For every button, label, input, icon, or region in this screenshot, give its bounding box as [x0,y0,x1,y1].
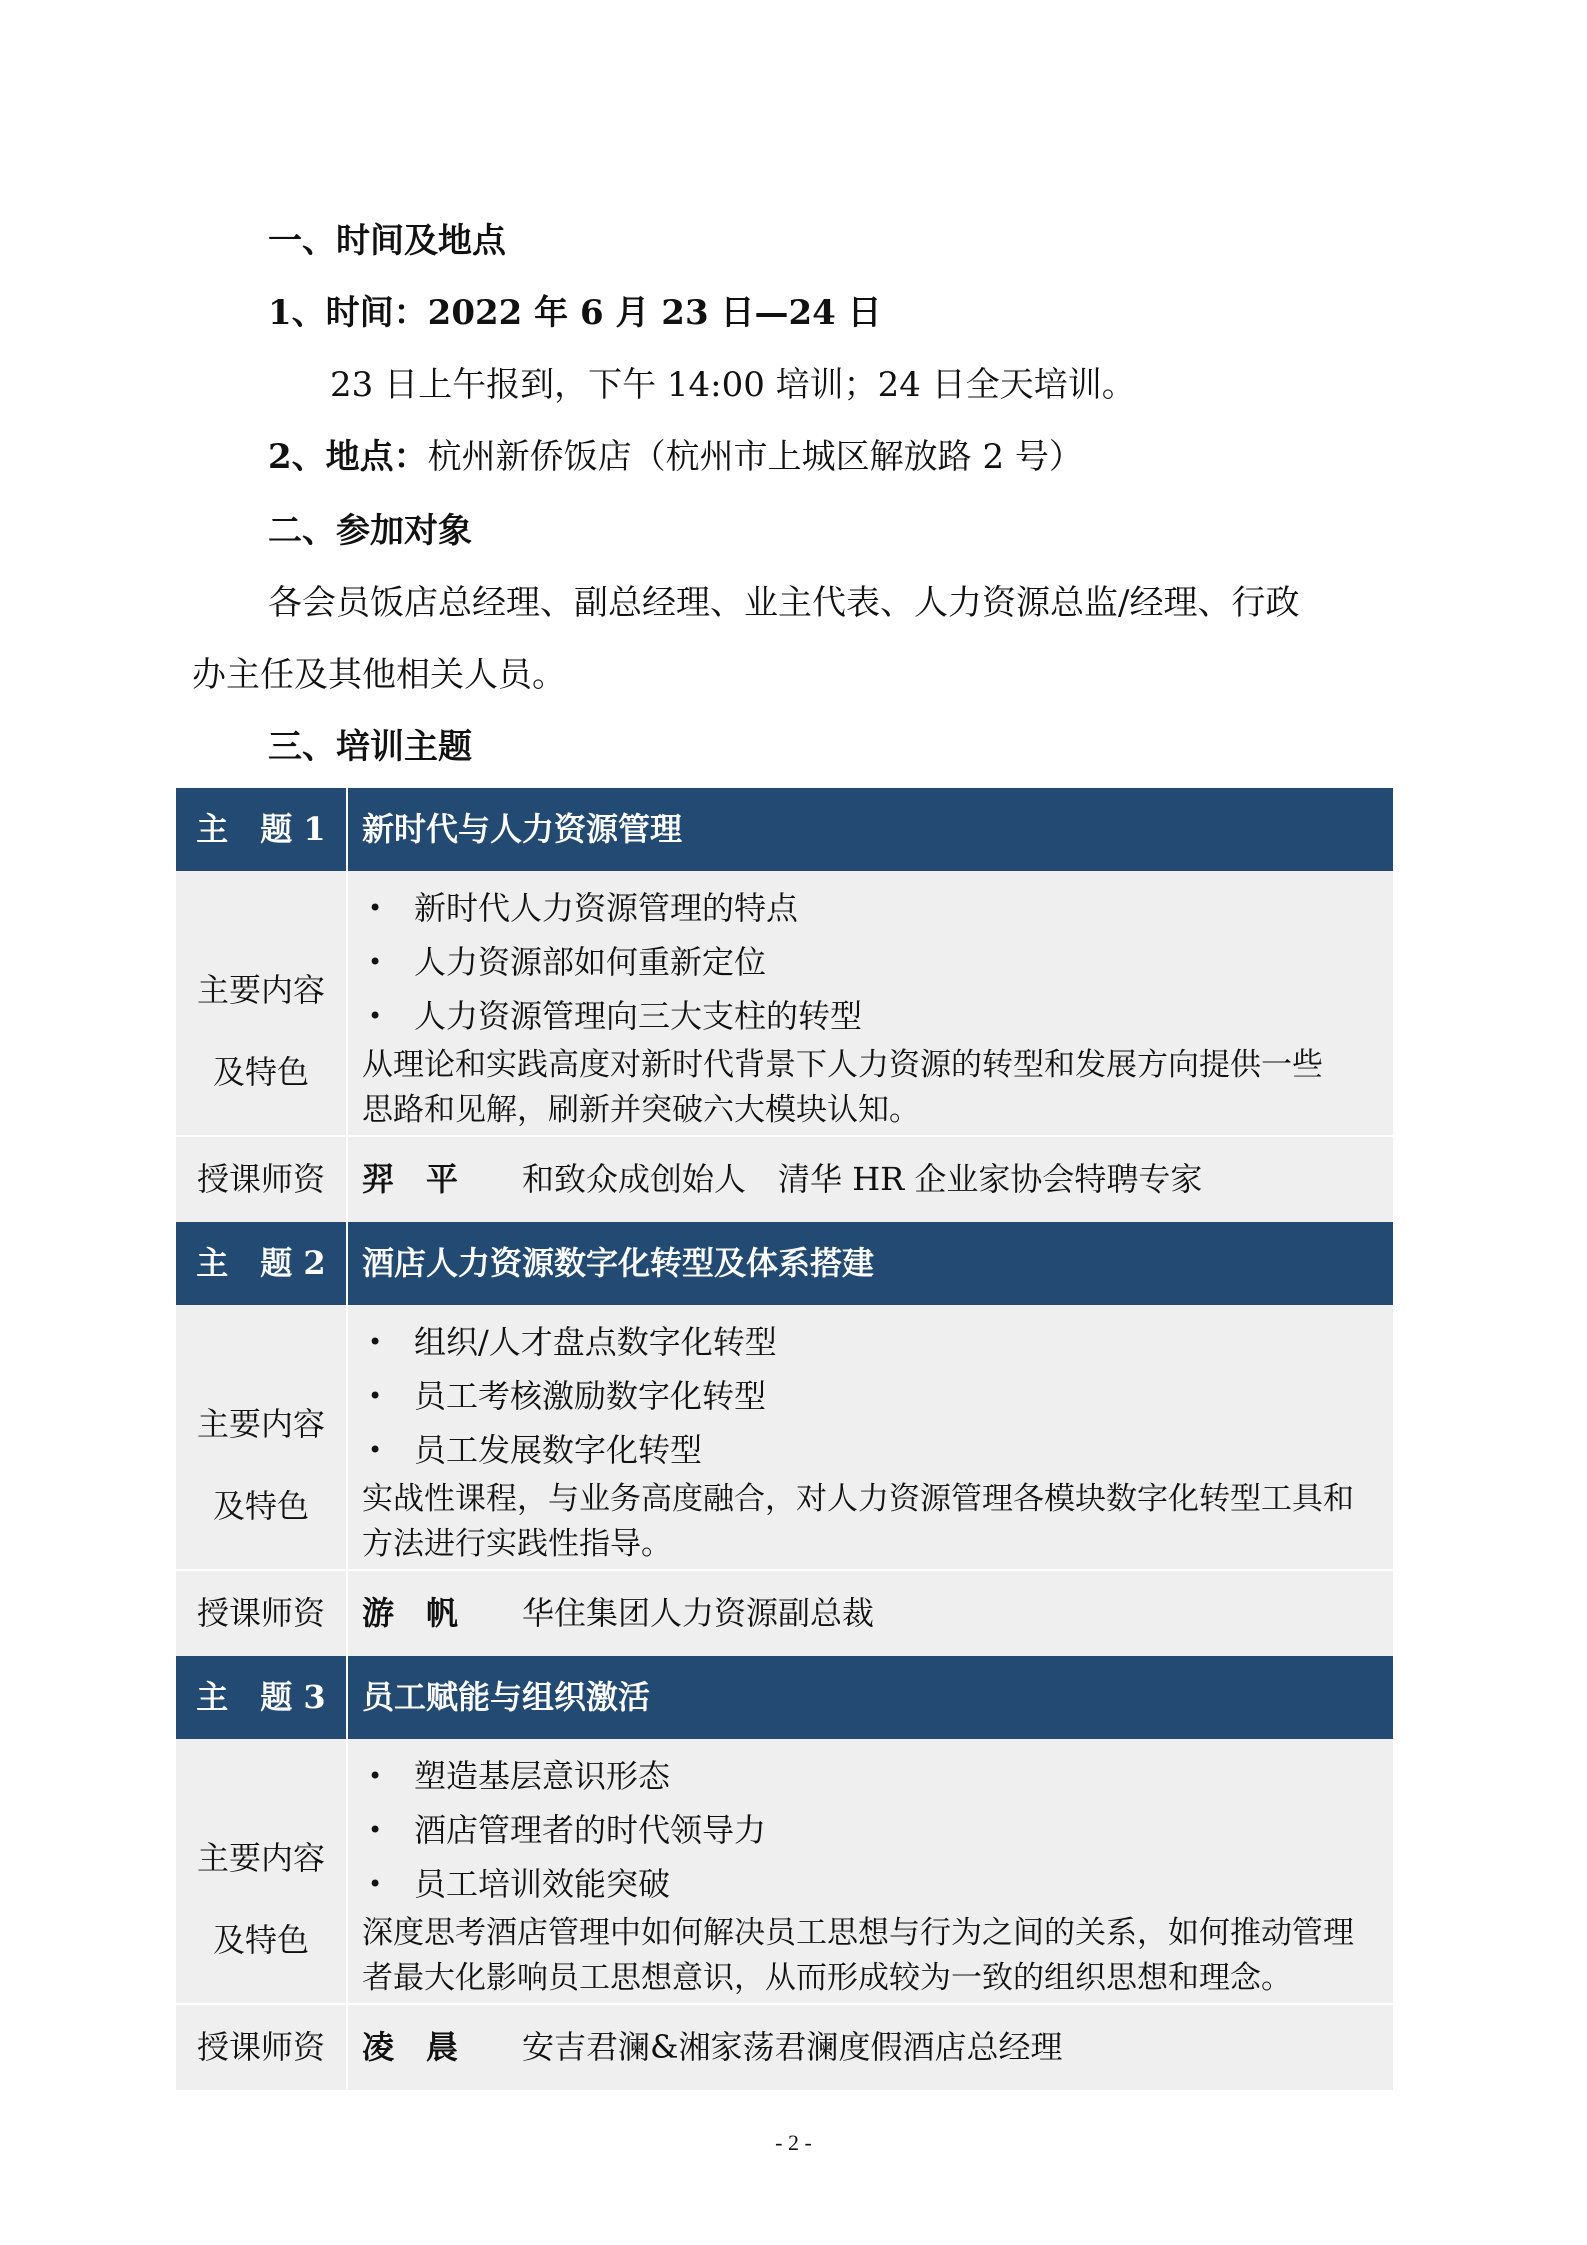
list-item: • 员工考核激励数字化转型 [362,1369,777,1423]
teacher-description: 华住集团人力资源副总裁 [522,1594,875,1632]
time-detail: 23 日上午报到，下午 14:00 培训；24 日全天培训。 [330,365,1136,405]
bullet-icon: • [368,1002,383,1030]
participants-line1: 各会员饭店总经理、副总经理、业主代表、人力资源总监/经理、行政 [268,583,1300,623]
column-divider [346,2005,348,2090]
bullet-icon: • [368,1382,383,1410]
column-divider [346,1222,348,1305]
topic-title: 员工赋能与组织激活 [362,1678,651,1716]
description-line2: 者最大化影响员工思想意识，从而形成较为一致的组织思想和理念。 [362,1960,1292,1996]
list-item: • 酒店管理者的时代领导力 [362,1803,766,1857]
bullet-icon: • [368,1762,383,1790]
topic-block-1 [176,788,1393,1222]
topic-label: 主 题 1 [196,810,326,848]
content-label-line1: 主要内容 [196,1405,325,1443]
teacher-info [362,1571,874,1656]
content-label-line2: 及特色 [212,1487,309,1525]
content-label-line2: 及特色 [212,1921,309,1959]
topic-header-row [176,1222,1393,1305]
topic-title: 酒店人力资源数字化转型及体系搭建 [362,1244,875,1282]
training-topics-table [176,788,1393,2090]
teacher-label: 授课师资 [196,1594,325,1632]
teacher-info [362,2005,1063,2090]
teacher-description: 安吉君澜&湘家荡君澜度假酒店总经理 [522,2028,1063,2066]
topic-header-row [176,788,1393,871]
column-divider [346,788,348,871]
bullet-list [362,1749,766,1911]
description-line1: 从理论和实践高度对新时代背景下人力资源的转型和发展方向提供一些 [362,1047,1323,1083]
teacher-row [176,2005,1393,2090]
column-divider [346,1305,348,1569]
bullet-list [362,1315,777,1477]
column-divider [346,1137,348,1222]
topic-block-2 [176,1222,1393,1656]
teacher-name: 羿 平 [362,1160,459,1198]
topic-content-row [176,1739,1393,2003]
content-label [176,871,346,1135]
list-item: • 人力资源管理向三大支柱的转型 [362,989,862,1043]
bullet-list [362,881,862,1043]
teacher-label: 授课师资 [196,1160,325,1198]
description-line1: 深度思考酒店管理中如何解决员工思想与行为之间的关系，如何推动管理 [362,1915,1354,1951]
column-divider [346,1739,348,2003]
participants-line2: 办主任及其他相关人员。 [192,655,566,695]
teacher-label: 授课师资 [196,2028,325,2066]
teacher-name: 凌 晨 [362,2028,459,2066]
column-divider [346,1571,348,1656]
topic-label: 主 题 2 [196,1244,326,1282]
content-label-line1: 主要内容 [196,971,325,1009]
topic-content-row [176,1305,1393,1569]
page-number: - 2 - [775,2130,812,2155]
bullet-icon: • [368,1816,383,1844]
list-item: • 员工培训效能突破 [362,1857,766,1911]
section2-heading: 二、参加对象 [268,511,472,551]
topic-label: 主 题 3 [196,1678,326,1716]
list-item: • 员工发展数字化转型 [362,1423,777,1477]
bullet-icon: • [368,1870,383,1898]
teacher-name: 游 帆 [362,1594,459,1632]
teacher-row [176,1137,1393,1222]
bullet-icon: • [368,894,383,922]
topic-title: 新时代与人力资源管理 [362,810,683,848]
section1-heading: 一、时间及地点 [268,221,506,261]
list-item: • 塑造基层意识形态 [362,1749,766,1803]
topic-description [362,1043,1372,1133]
content-label [176,1305,346,1569]
bullet-icon: • [368,1328,383,1356]
bullet-icon: • [368,948,383,976]
content-label-line1: 主要内容 [196,1839,325,1877]
teacher-row [176,1571,1393,1656]
time-line: 1、时间：2022 年 6 月 23 日—24 日 [268,293,882,333]
place-value: 杭州新侨饭店（杭州市上城区解放路 2 号） [427,437,1083,477]
content-label-line2: 及特色 [212,1053,309,1091]
description-line2: 思路和见解，刷新并突破六大模块认知。 [362,1092,920,1128]
description-line1: 实战性课程，与业务高度融合，对人力资源管理各模块数字化转型工具和 [362,1481,1354,1517]
topic-block-3 [176,1656,1393,2090]
topic-header-row [176,1656,1393,1739]
teacher-description: 和致众成创始人 清华 HR 企业家协会特聘专家 [522,1160,1203,1198]
place-line [268,434,1083,480]
column-divider [346,871,348,1135]
list-item: • 人力资源部如何重新定位 [362,935,862,989]
teacher-info [362,1137,1202,1222]
list-item: • 新时代人力资源管理的特点 [362,881,862,935]
topic-content-row [176,871,1393,1135]
topic-description [362,1477,1372,1567]
bullet-icon: • [368,1436,383,1464]
place-label: 2、地点： [268,437,428,477]
section3-heading: 三、培训主题 [268,727,472,767]
column-divider [346,1656,348,1739]
description-line2: 方法进行实践性指导。 [362,1526,672,1562]
topic-description [362,1911,1372,2001]
content-label [176,1739,346,2003]
list-item: • 组织/人才盘点数字化转型 [362,1315,777,1369]
